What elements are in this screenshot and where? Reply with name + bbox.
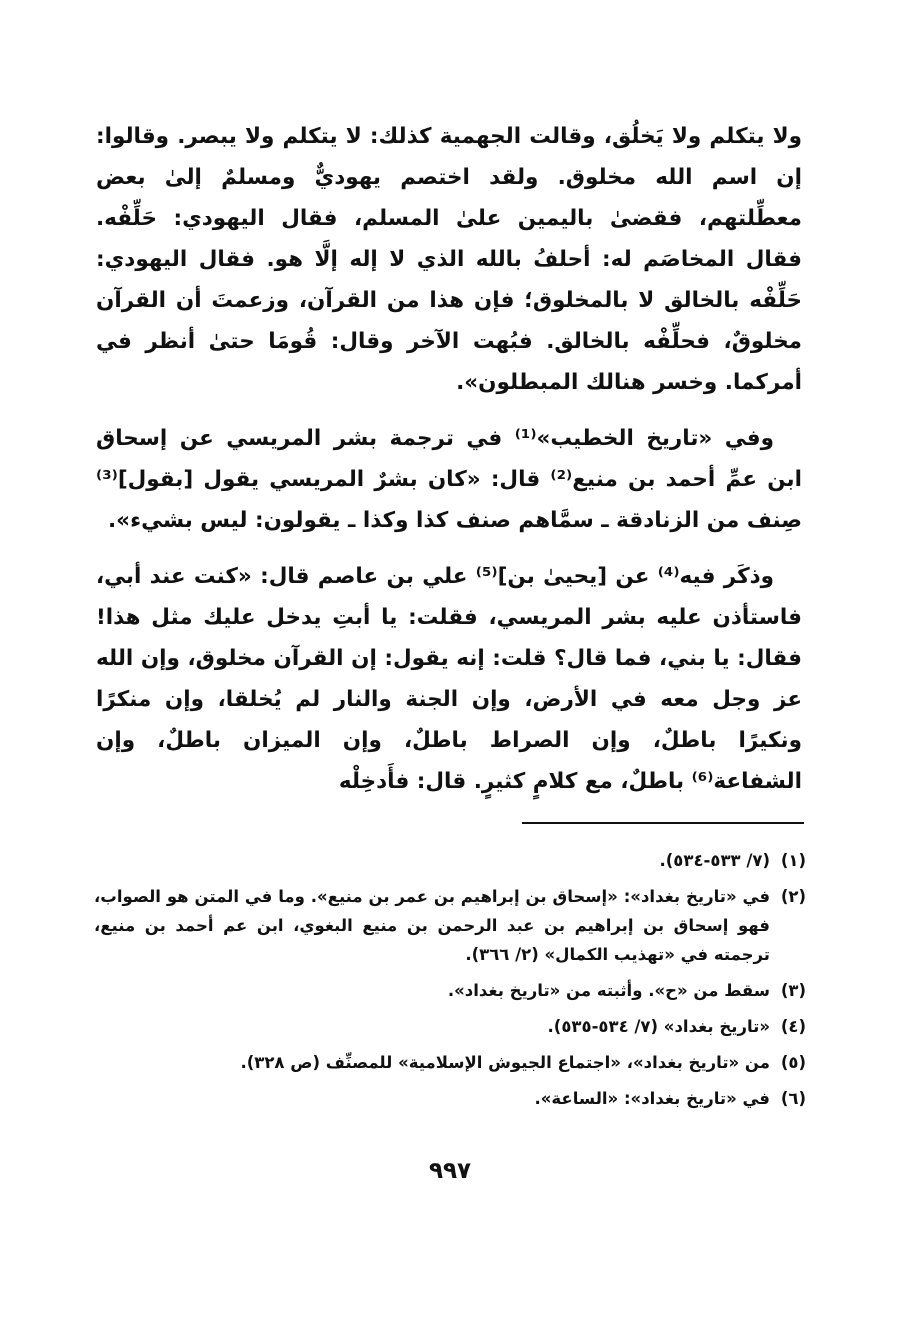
- footnote-text: «تاريخ بغداد» (٧/ ٥٣٤-٥٣٥).: [547, 1017, 770, 1036]
- footnote-text: في «تاريخ بغداد»: «الساعة».: [534, 1089, 770, 1108]
- footnote-number: (١): [780, 851, 806, 870]
- footnotes: [94, 846, 806, 1120]
- footnote-number: (٤): [780, 1017, 806, 1036]
- footnote-item: [94, 882, 806, 969]
- footnote-number: (٦): [780, 1089, 806, 1108]
- footnote-item: [94, 1048, 806, 1077]
- paragraph-2: وفي «تاريخ الخطيب»⁽¹⁾ في ترجمة بشر المريسي عن إسحاق ابن عمِّ أحمد بن منيع⁽²⁾ قال: «كان بشرٌ المريسي يقول [بقول]⁽³⁾ صِنف من الزنادقة ـ سمَّاهم صنف كذا وكذا ـ يقولون: ليس بشيء».: [96, 426, 802, 533]
- paragraph-3: وذكَر فيه⁽⁴⁾ عن [يحيىٰ بن]⁽⁵⁾ علي بن عاصم قال: «كنت عند أبي، فاستأذن عليه بشر المريسي، فقلت: يا أبتِ يدخل عليك مثل هذا! فقال: يا بني، فما قال؟ قلت: إنه يقول: إن القرآن مخلوق، وإن الله عز وجل معه في الأرض، وإن الجنة والنار لم يُخلقا، وإن منكرًا ونكيرًا باطلٌ، وإن الصراط باطلٌ، وإن الميزان باطلٌ، وإن الشفاعة⁽⁶⁾ باطلٌ، مع كلامٍ كثيرٍ. قال: فأَدخِلْه: [96, 564, 802, 794]
- footnote-item: [94, 976, 806, 1005]
- page-number: ٩٩٧: [428, 1158, 472, 1184]
- footnote-text: سقط من «ح». وأثبته من «تاريخ بغداد».: [447, 981, 770, 1000]
- main-text: [96, 116, 802, 817]
- footnote-item: [94, 1012, 806, 1041]
- paragraph-1: ولا يتكلم ولا يَخلُق، وقالت الجهمية كذلك: لا يتكلم ولا يبصر. وقالوا: إن اسم الله مخلوق. ولقد اختصم يهوديٌّ ومسلمٌ إلىٰ بعض معطِّلتهم، فقضىٰ باليمين علىٰ المسلم، فقال اليهودي: حَلِّفْه. فقال المخاصَم له: أحلفُ بالله الذي لا إله إلَّا هو. فقال اليهودي: حَلِّفْه بالخالق لا بالمخلوق؛ فإن هذا من القرآن، وزعمتَ أن القرآن مخلوقٌ، فحلِّفْه بالخالق. فبُهت الآخر وقال: قُومَا حتىٰ أنظر في أمركما. وخسر هنالك المبطلون».: [96, 124, 802, 395]
- footnote-text: من «تاريخ بغداد»، «اجتماع الجيوش الإسلامية» للمصنِّف (ص ٣٢٨).: [240, 1053, 770, 1072]
- footnote-divider: [522, 822, 804, 824]
- footnote-number: (٣): [780, 981, 806, 1000]
- footnote-item: [94, 846, 806, 875]
- footnote-text: في «تاريخ بغداد»: «إسحاق بن إبراهيم بن عمر بن منيع». وما في المتن هو الصواب، فهو إسحاق بن إبراهيم بن عبد الرحمن بن منيع البغوي، ابن عم أحمد بن منيع، ترجمته في «تهذيب الكمال» (٢/ ٣٦٦).: [94, 887, 770, 964]
- footnote-number: (٢): [780, 887, 806, 906]
- footnote-text: (٧/ ٥٣٣-٥٣٤).: [659, 851, 770, 870]
- footnote-number: (٥): [780, 1053, 806, 1072]
- footnote-item: [94, 1084, 806, 1113]
